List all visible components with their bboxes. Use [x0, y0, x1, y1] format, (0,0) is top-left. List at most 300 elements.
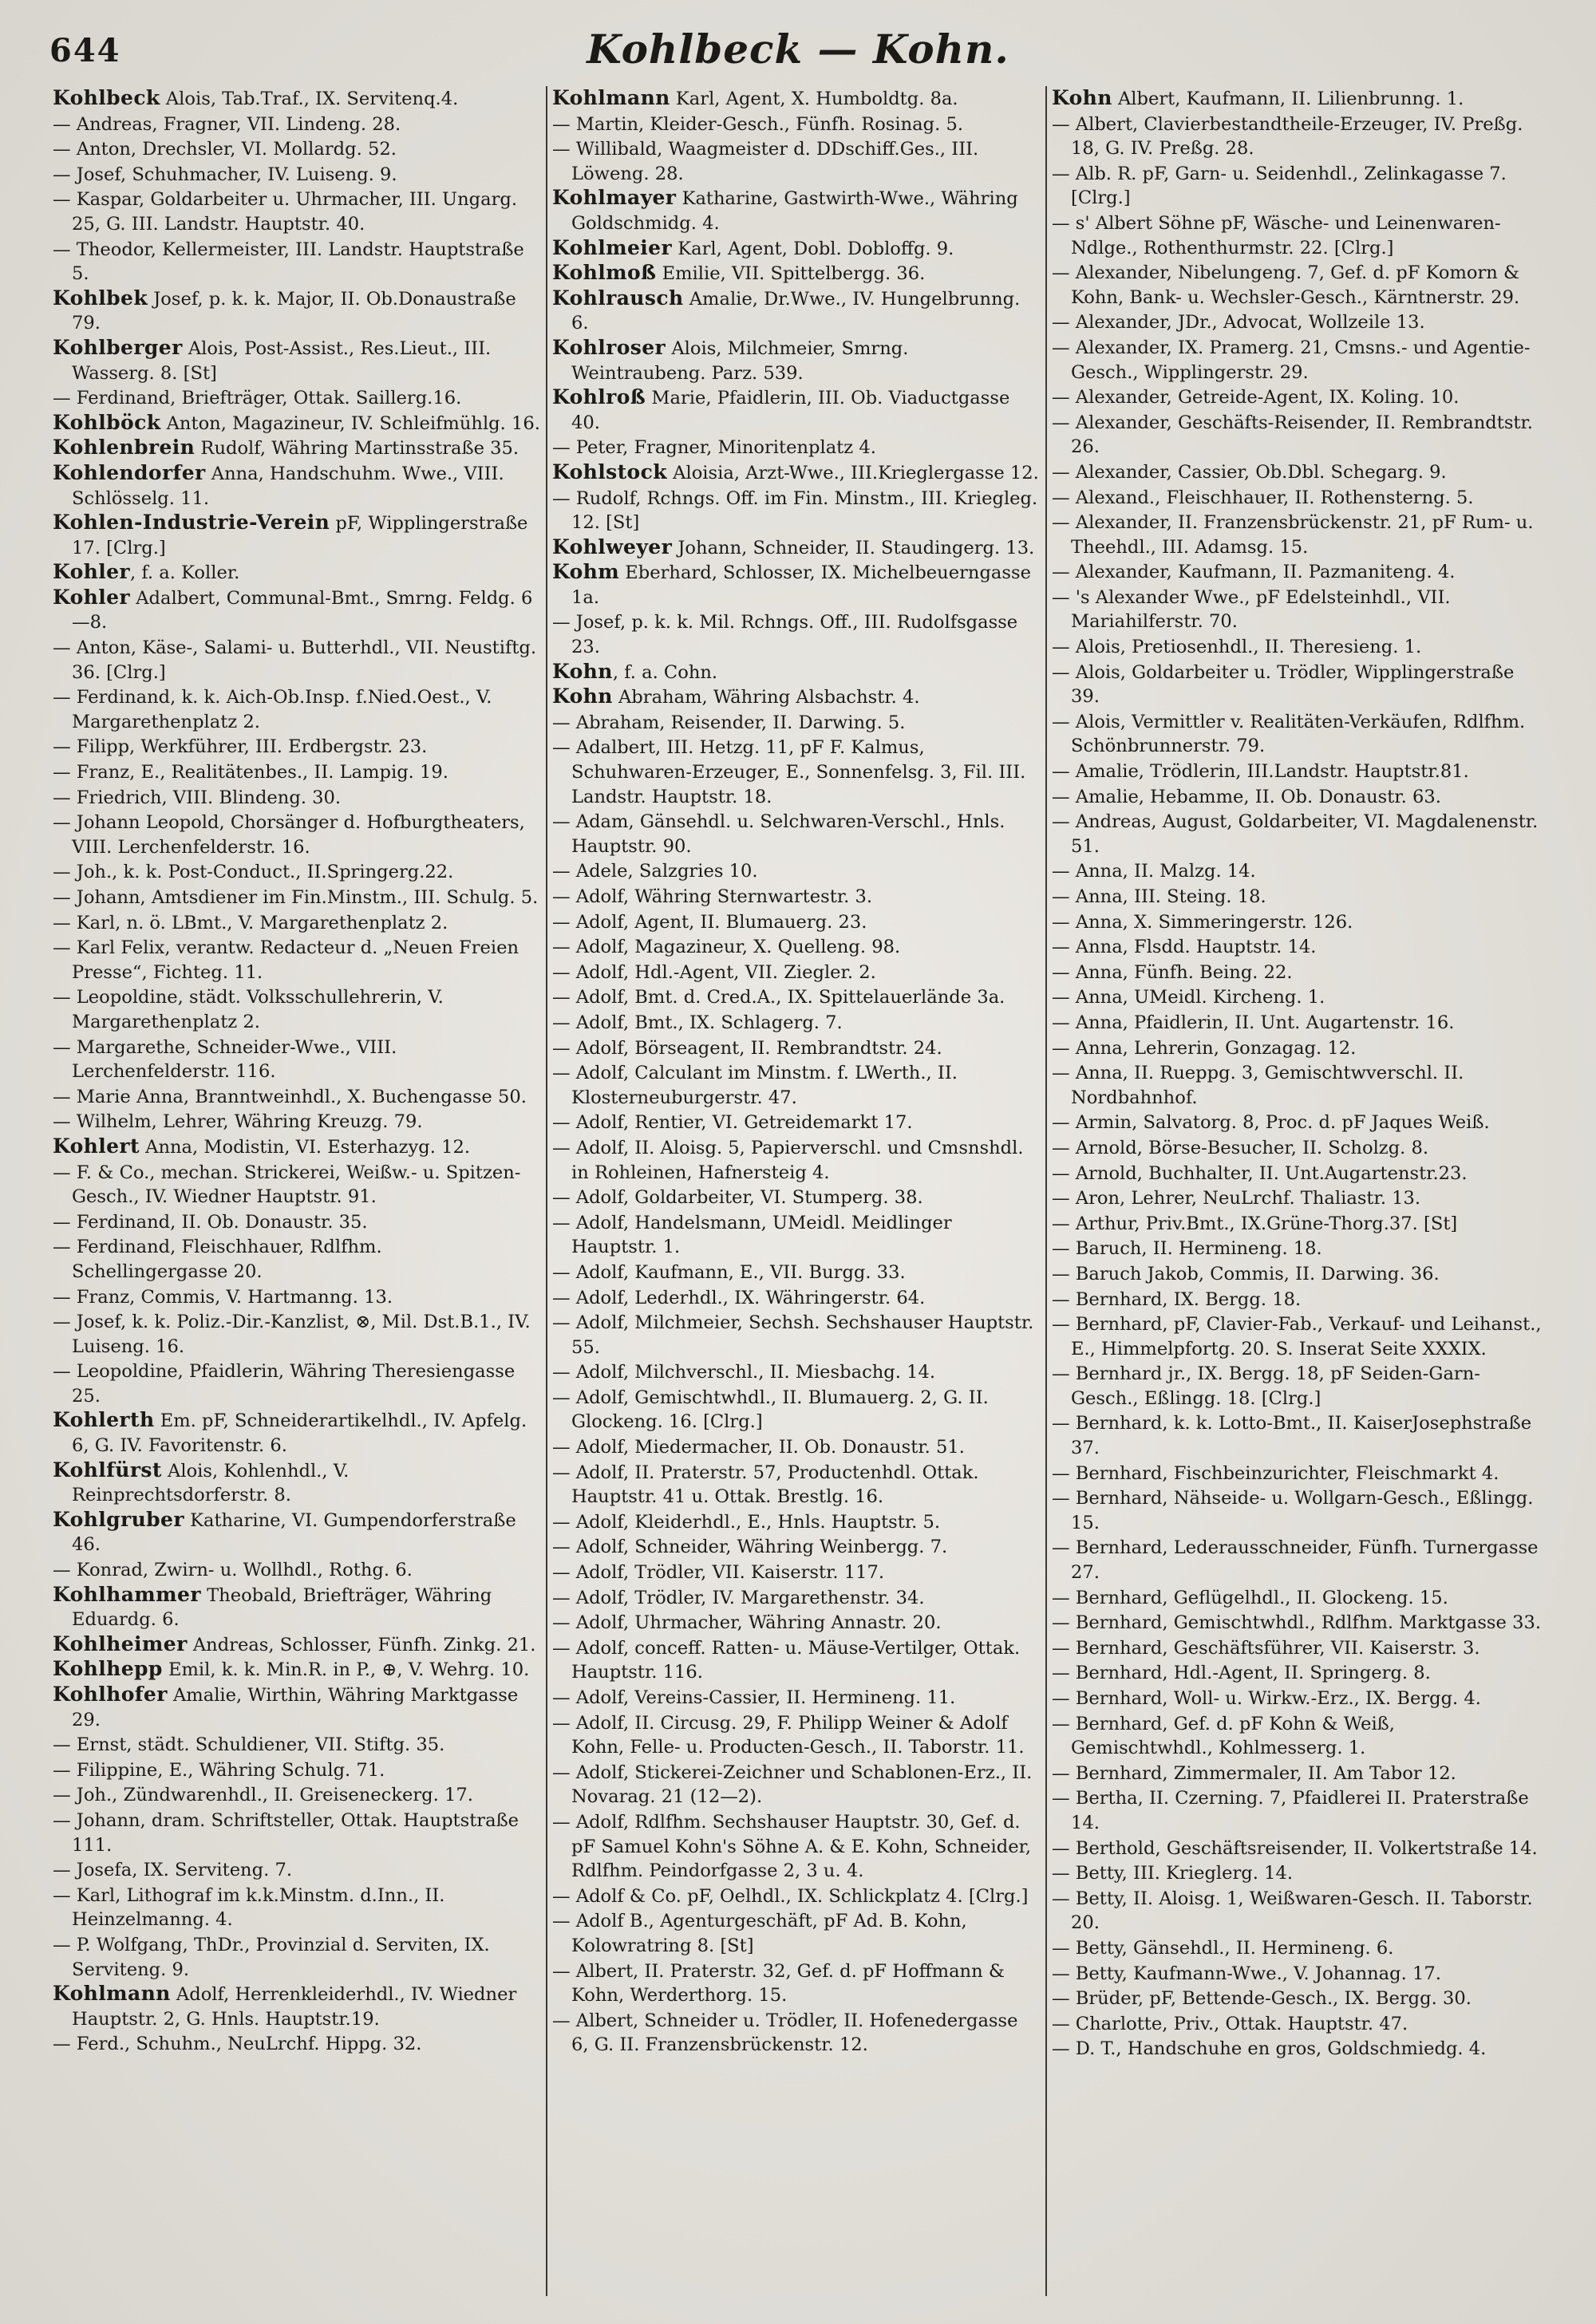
entry-text: — Betty, II. Aloisg. 1, Weißwaren-Gesch. II. Taborstr. 20. — [1052, 1888, 1533, 1934]
entry-text: — Adolf, II. Circusg. 29, F. Philipp Weiner & Adolf Kohn, Felle- u. Producten-Gesch., II. Taborstr. 11. — [552, 1712, 1025, 1758]
directory-entry — [552, 1908, 1041, 1958]
entry-text: — Andreas, August, Goldarbeiter, VI. Magdalenenstr. 51. — [1052, 811, 1539, 857]
entry-text: — Wilhelm, Lehrer, Währing Kreuzg. 79. — [53, 1111, 423, 1133]
entry-surname: Kohn — [552, 685, 613, 708]
directory-entry — [552, 1260, 1041, 1285]
directory-entry — [1052, 310, 1542, 335]
entry-text: Josef, p. k. k. Major, II. Ob.Donaustraße 79. — [72, 288, 516, 334]
entry-text: — Filipp, Werkführer, III. Erdbergstr. 23. — [53, 736, 428, 758]
directory-entry — [552, 1685, 1041, 1710]
directory-entry — [552, 1884, 1041, 1909]
entry-text: — Arnold, Buchhalter, II. Unt.Augartenstr.23. — [1052, 1162, 1468, 1184]
entry-text: — Albert, Schneider u. Trödler, II. Hofenedergasse 6, G. II. Franzensbrückenstr. 12. — [552, 2010, 1018, 2056]
entry-text: Em. pF, Schneiderartikelhdl., IV. Apfelg. 6, G. IV. Favoritenstr. 6. — [72, 1411, 527, 1457]
entry-text: — Josef, Schuhmacher, IV. Luiseng. 9. — [53, 164, 397, 185]
entry-surname: Kohlhammer — [53, 1582, 201, 1606]
directory-entry — [1052, 1135, 1542, 1161]
entry-text: — Adolf, II. Praterstr. 57, Productenhdl. Ottak. Hauptstr. 41 u. Ottak. Brestlg. 16. — [552, 1462, 979, 1508]
directory-entry — [552, 909, 1041, 935]
directory-entry — [53, 436, 541, 461]
entry-text: — Aron, Lehrer, NeuLrchf. Thaliastr. 13. — [1052, 1188, 1421, 1209]
entry-surname: Kohlmoß — [552, 261, 657, 285]
directory-entry — [552, 685, 1041, 710]
entry-text: — Adolf, Bmt. d. Cred.A., IX. Spittelauerlände 3a. — [552, 987, 1005, 1008]
entry-text: — Anna, II. Malzg. 14. — [1052, 861, 1256, 882]
entry-text: — Andreas, Fragner, VII. Lindeng. 28. — [53, 113, 401, 135]
entry-text: — Martin, Kleider-Gesch., Fünfh. Rosinag. 5. — [552, 113, 964, 135]
directory-entry — [1052, 260, 1542, 310]
entry-surname: Kohlstock — [552, 460, 667, 483]
entry-text: — Anna, UMeidl. Kircheng. 1. — [1052, 987, 1325, 1008]
directory-entry — [1052, 1986, 1542, 2011]
directory-entry — [552, 610, 1041, 659]
entry-text: — Bernhard, pF, Clavier-Fab., Verkauf- und Leihanst., E., Himmelpfortg. 20. S. Inserat Seite XXXIX. — [1052, 1314, 1542, 1359]
directory-entry — [53, 885, 541, 910]
entry-text: — Johann Leopold, Chorsänger d. Hofburgtheaters, VIII. Lerchenfelderstr. 16. — [53, 812, 525, 858]
entry-text: Alois, Kohlenhdl., V. Reinprechtsdorferstr. 8. — [72, 1460, 350, 1506]
entry-text: — Amalie, Hebamme, II. Ob. Donaustr. 63. — [1052, 786, 1441, 807]
entry-text: — Peter, Fragner, Minoritenplatz 4. — [552, 437, 876, 459]
directory-entry — [1052, 1312, 1542, 1361]
directory-entry — [53, 1557, 541, 1583]
entry-text: — Josef, p. k. k. Mil. Rchngs. Off., III. Rudolfsgasse 23. — [552, 612, 1018, 658]
entry-text: — Adolf, Währing Sternwartestr. 3. — [552, 886, 873, 907]
directory-entry — [53, 1084, 541, 1110]
entry-text: — Bernhard, Hdl.-Agent, II. Springerg. 8. — [1052, 1663, 1431, 1684]
directory-entry — [1052, 2036, 1542, 2062]
entry-text: Karl, Agent, Dobl. Dobloffg. 9. — [672, 238, 954, 259]
directory-entry — [552, 960, 1041, 985]
directory-entry — [1052, 112, 1542, 161]
directory-entry — [53, 1857, 541, 1883]
entry-surname: Kohlrausch — [552, 286, 684, 310]
directory-entry — [1052, 1186, 1542, 1211]
entry-text: — Alois, Vermittler v. Realitäten-Verkäufen, Rdlfhm. Schönbrunnerstr. 79. — [1052, 711, 1526, 757]
directory-entry — [53, 734, 541, 760]
entry-text: Emil, k. k. Min.R. in P., ⊕, V. Wehrg. 10. — [162, 1659, 530, 1681]
directory-entry — [1052, 1161, 1542, 1186]
directory-entry — [552, 858, 1041, 884]
entry-text: — Alexander, Geschäfts-Reisender, II. Rembrandtstr. 26. — [1052, 412, 1533, 458]
entry-text: — Bernhard, Nähseide- u. Wollgarn-Gesch., Eßlingg. 15. — [1052, 1488, 1534, 1533]
directory-entry — [1052, 1711, 1542, 1761]
entry-surname: Kohlböck — [53, 410, 161, 434]
entry-text: — Karl Felix, verantw. Redacteur d. „Neuen Freien Presse“, Fichteg. 11. — [53, 937, 519, 983]
entry-text: — Johann, Amtsdiener im Fin.Minstm., III. Schulg. 5. — [53, 887, 539, 908]
directory-entry — [1052, 858, 1542, 884]
directory-entry — [53, 511, 541, 560]
directory-entry — [53, 1359, 541, 1408]
entry-text: — Adolf B., Agenturgeschäft, pF Ad. B. Kohn, Kolowratring 8. [St] — [552, 1911, 967, 1956]
entry-text: Anna, Modistin, VI. Esterhazyg. 12. — [139, 1136, 471, 1158]
directory-entry — [552, 934, 1041, 960]
directory-entry — [1052, 385, 1542, 410]
entry-text: — Adolf, Agent, II. Blumauerg. 23. — [552, 911, 867, 933]
directory-entry — [53, 2031, 541, 2057]
entry-text: Emilie, VII. Spittelbergg. 36. — [656, 263, 926, 285]
directory-entry — [1052, 1761, 1542, 1786]
entry-surname: Kohlheimer — [53, 1632, 188, 1655]
entry-text: — Alois, Pretiosenhdl., II. Theresieng. 1. — [1052, 637, 1422, 658]
entry-text: — Anna, X. Simmeringerstr. 126. — [1052, 911, 1353, 933]
directory-entry — [1052, 1585, 1542, 1611]
directory-entry — [53, 1408, 541, 1458]
entry-text: — Arnold, Börse-Besucher, II. Scholzg. 8. — [1052, 1137, 1429, 1158]
directory-entry — [1052, 1610, 1542, 1635]
directory-entry — [53, 187, 541, 236]
entry-surname: Kohlweyer — [552, 535, 673, 558]
directory-entry — [1052, 759, 1542, 784]
directory-entry — [552, 1959, 1041, 2008]
entry-surname: Kohlroser — [552, 335, 666, 359]
directory-entry — [53, 685, 541, 734]
column-2 — [547, 86, 1047, 2296]
directory-entry — [53, 1134, 541, 1160]
directory-entry — [1052, 1785, 1542, 1835]
entry-surname: Kohlmeier — [552, 235, 673, 259]
directory-entry — [1052, 1110, 1542, 1135]
entry-text: — Adolf, Kleiderhdl., E., Hnls. Hauptstr. 5. — [552, 1511, 941, 1533]
entry-surname: Kohlert — [53, 1134, 140, 1158]
directory-entry — [53, 1035, 541, 1084]
directory-entry — [552, 660, 1041, 685]
entry-text: — Bernhard jr., IX. Bergg. 18, pF Seiden-Garn-Gesch., Eßlingg. 18. [Clrg.] — [1052, 1363, 1480, 1409]
entry-text: — Adolf, Magazineur, X. Quelleng. 98. — [552, 937, 901, 958]
entry-surname: Kohlfürst — [53, 1458, 162, 1482]
entry-text: — Adolf, Handelsmann, UMeidl. Meidlinger Hauptstr. 1. — [552, 1212, 952, 1258]
entry-text: , f. a. Koller. — [130, 562, 240, 584]
directory-entry — [552, 435, 1041, 460]
directory-entry — [1052, 709, 1542, 759]
entry-text: — Amalie, Trödlerin, III.Landstr. Hauptstr.81. — [1052, 761, 1469, 783]
directory-entry — [552, 2008, 1041, 2058]
directory-entry — [1052, 1635, 1542, 1661]
directory-entry — [53, 1883, 541, 1932]
entry-text: Katharine, VI. Gumpendorferstraße 46. — [72, 1509, 516, 1556]
directory-entry — [552, 1185, 1041, 1210]
entry-text: — Adolf, Goldarbeiter, VI. Stumperg. 38. — [552, 1187, 923, 1209]
directory-entry — [53, 859, 541, 885]
directory-entry — [552, 735, 1041, 809]
directory-entry — [1052, 335, 1542, 385]
directory-entry — [552, 1809, 1041, 1884]
entry-text: — Adolf, Miedermacher, II. Ob. Donaustr. 51. — [552, 1437, 965, 1458]
entry-text: — Adolf, Rdlfhm. Sechshauser Hauptstr. 30, Gef. d. pF Samuel Kohn's Söhne A. & E. Kohn, Schneider, Rdlfhm. Peindorfgasse 2, 3 u. 4. — [552, 1811, 1032, 1882]
directory-entry — [1052, 1361, 1542, 1411]
entry-text: — Margarethe, Schneider-Wwe., VIII. Lerchenfelderstr. 116. — [53, 1036, 397, 1083]
entry-text: — Adolf, Calculant im Minstm. f. LWerth., II. Klosterneuburgerstr. 47. — [552, 1063, 958, 1108]
directory-entry — [53, 1932, 541, 1982]
entry-text: , f. a. Cohn. — [612, 661, 718, 683]
directory-entry — [552, 1060, 1041, 1110]
directory-entry — [1052, 485, 1542, 511]
entry-text: — Rudolf, Rchngs. Off. im Fin. Minstm., III. Kriegleg. 12. [St] — [552, 487, 1038, 534]
directory-entry — [53, 237, 541, 286]
entry-text: Alois, Tab.Traf., IX. Servitenq.4. — [160, 89, 459, 109]
directory-entry — [552, 1110, 1041, 1135]
directory-entry — [1052, 1261, 1542, 1287]
page-header — [49, 26, 1547, 81]
entry-text: — Charlotte, Priv., Ottak. Hauptstr. 47. — [1052, 2013, 1408, 2034]
entry-text: — Bernhard, Zimmermaler, II. Am Tabor 12. — [1052, 1762, 1456, 1784]
entry-text: — Berthold, Geschäftsreisender, II. Volkertstraße 14. — [1052, 1837, 1538, 1859]
entry-surname: Kohlhepp — [53, 1657, 163, 1681]
directory-entry — [552, 460, 1041, 486]
directory-entry — [53, 635, 541, 685]
entry-surname: Kohn — [552, 659, 613, 683]
directory-entry — [552, 1359, 1041, 1385]
directory-entry — [1052, 1060, 1542, 1110]
entry-text: — P. Wolfgang, ThDr., Provinzial d. Serviten, IX. Serviteng. 9. — [53, 1934, 490, 1980]
entry-surname: Kohlberger — [53, 335, 183, 359]
entry-text: — Anton, Drechsler, VI. Mollardg. 52. — [53, 139, 397, 160]
columns — [48, 86, 1548, 2296]
entry-text: — Adolf, Bmt., IX. Schlagerg. 7. — [552, 1012, 843, 1033]
directory-entry — [1052, 1686, 1542, 1711]
entry-text: — Bernhard, Gef. d. pF Kohn & Weiß, Gemischtwhdl., Kohlmesserg. 1. — [1052, 1713, 1395, 1759]
directory-entry — [53, 1458, 541, 1508]
entry-text: — Adolf, Schneider, Währing Weinbergg. 7. — [552, 1537, 948, 1558]
running-title: Kohlbeck — Kohn. — [587, 26, 1009, 73]
directory-entry — [53, 560, 541, 586]
directory-entry — [1052, 660, 1542, 709]
directory-entry — [53, 112, 541, 137]
directory-entry — [53, 1309, 541, 1359]
directory-entry — [53, 910, 541, 936]
entry-text: — Anna, Fünfh. Being. 22. — [1052, 961, 1293, 983]
entry-surname: Kohlenbrein — [53, 436, 196, 460]
entry-text: — Armin, Salvatorg. 8, Proc. d. pF Jaques Weiß. — [1052, 1112, 1490, 1134]
entry-text: — Josefa, IX. Serviteng. 7. — [53, 1860, 292, 1881]
entry-text: Abraham, Währing Alsbachstr. 4. — [612, 687, 920, 708]
directory-entry — [1052, 1010, 1542, 1036]
directory-entry — [1052, 460, 1542, 485]
directory-entry — [552, 1285, 1041, 1311]
entry-text: — Bernhard, IX. Bergg. 18. — [1052, 1288, 1302, 1310]
directory-entry — [552, 186, 1041, 235]
directory-entry — [53, 935, 541, 984]
entry-text: — Ferd., Schuhm., NeuLrchf. Hippg. 32. — [53, 2034, 422, 2055]
entry-text: — Anna, Lehrerin, Gonzagag. 12. — [1052, 1037, 1357, 1059]
directory-entry — [552, 1036, 1041, 1061]
directory-entry — [552, 136, 1041, 186]
entry-text: — Ferdinand, Briefträger, Ottak. Saillerg.16. — [53, 388, 462, 409]
directory-entry — [1052, 86, 1542, 112]
directory-entry — [53, 1109, 541, 1134]
directory-entry — [1052, 1836, 1542, 1861]
entry-text: Alois, Milchmeier, Smrng. Weintraubeng. Parz. 539. — [571, 337, 909, 384]
entry-text: — Bernhard, Gemischtwhdl., Rdlfhm. Marktgasse 33. — [1052, 1612, 1542, 1634]
entry-text: — Baruch, II. Hermineng. 18. — [1052, 1238, 1322, 1260]
directory-entry — [53, 1982, 541, 2031]
entry-text: — Adolf, Hdl.-Agent, VII. Ziegler. 2. — [552, 961, 876, 983]
entry-text: — Bernhard, Woll- u. Wirkw.-Erz., IX. Bergg. 4. — [1052, 1688, 1481, 1709]
entry-text: Adolf, Herrenkleiderhdl., IV. Wiedner Hauptstr. 2, G. Hnls. Hauptstr.19. — [72, 1984, 517, 2030]
entry-text: — Franz, Commis, V. Hartmanng. 13. — [53, 1286, 393, 1308]
entry-text: — Johann, dram. Schriftsteller, Ottak. Hauptstraße 111. — [53, 1809, 519, 1856]
directory-entry — [53, 1284, 541, 1310]
directory-entry — [1052, 161, 1542, 211]
entry-text: — Konrad, Zwirn- u. Wollhdl., Rothg. 6. — [53, 1560, 413, 1581]
entry-text: Adalbert, Communal-Bmt., Smrng. Feldg. 6—8. — [72, 587, 533, 633]
directory-entry — [53, 162, 541, 187]
entry-text: — Bertha, II. Czerning. 7, Pfaidlerei II. Praterstraße 14. — [1052, 1788, 1529, 1833]
entry-text: — Betty, III. Krieglerg. 14. — [1052, 1863, 1294, 1884]
entry-text: — Alexander, Nibelungeng. 7, Gef. d. pF Komorn & Kohn, Bank- u. Wechsler-Gesch., Kärntnerstr. 29. — [1052, 262, 1520, 308]
entry-surname: Kohler — [53, 585, 131, 609]
entry-text: — Adolf, II. Aloisg. 5, Papierverschl. und Cmsnshdl. in Rohleinen, Hafnersteig 4. — [552, 1137, 1024, 1183]
directory-entry — [552, 1585, 1041, 1611]
entry-surname: Kohlgruber — [53, 1507, 184, 1531]
entry-text: — Ferdinand, k. k. Aich-Ob.Insp. f.Nied.Oest., V. Margarethenplatz 2. — [53, 687, 492, 732]
entry-text: — Anton, Käse-, Salami- u. Butterhdl., VII. Neustiftg. 36. [Clrg.] — [53, 637, 537, 683]
entry-text: — Adele, Salzgries 10. — [552, 861, 758, 882]
directory-entry — [53, 760, 541, 785]
entry-text: — Adolf, Kaufmann, E., VII. Burgg. 33. — [552, 1261, 906, 1283]
entry-surname: Kohler — [53, 560, 131, 584]
directory-entry — [1052, 884, 1542, 909]
entry-text: Johann, Schneider, II. Staudingerg. 13. — [672, 537, 1035, 558]
entry-surname: Kohlmayer — [552, 186, 677, 210]
directory-entry — [1052, 510, 1542, 559]
directory-entry — [552, 1610, 1041, 1635]
entry-text: — Alexander, II. Franzensbrückenstr. 21, pF Rum- u. Theehdl., III. Adamsg. 15. — [1052, 512, 1534, 558]
entry-text: — Alexander, JDr., Advocat, Wollzeile 13. — [1052, 312, 1425, 333]
entry-text: — Bernhard, Geschäftsführer, VII. Kaiserstr. 3. — [1052, 1637, 1480, 1659]
directory-entry — [53, 1782, 541, 1808]
directory-entry — [552, 1710, 1041, 1760]
entry-text: — Alb. R. pF, Garn- u. Seidenhdl., Zelinkagasse 7. [Clrg.] — [1052, 163, 1507, 209]
directory-entry — [552, 336, 1041, 385]
directory-entry — [1052, 1236, 1542, 1261]
directory-entry — [552, 809, 1041, 858]
entry-text: — Adolf, Stickerei-Zeichner und Schablonen-Erz., II. Novarag. 21 (12—2). — [552, 1762, 1033, 1808]
directory-entry — [552, 286, 1041, 336]
entry-text: — Bernhard, Lederausschneider, Fünfh. Turnergasse 27. — [1052, 1537, 1539, 1584]
entry-text: — Adolf, Uhrmacher, Währing Annastr. 20. — [552, 1612, 942, 1634]
entry-text: — Joh., k. k. Post-Conduct., II.Springerg.22. — [53, 862, 454, 883]
directory-entry — [53, 810, 541, 859]
directory-entry — [1052, 410, 1542, 460]
entry-text: — Karl, n. ö. LBmt., V. Margarethenplatz 2. — [53, 912, 448, 933]
directory-entry — [1052, 211, 1542, 260]
directory-entry — [1052, 1036, 1542, 1061]
entry-text: — Betty, Kaufmann-Wwe., V. Johannag. 17. — [1052, 1963, 1441, 1984]
directory-entry — [552, 1560, 1041, 1585]
directory-entry — [1052, 1935, 1542, 1961]
directory-entry — [552, 486, 1041, 535]
directory-entry — [1052, 934, 1542, 960]
entry-text: — Albert, II. Praterstr. 32, Gef. d. pF Hoffmann & Kohn, Werderthorg. 15. — [552, 1960, 1005, 2006]
entry-surname: Kohlhofer — [53, 1683, 168, 1706]
column-1 — [48, 86, 547, 2296]
directory-entry — [552, 560, 1041, 610]
entry-text: — Karl, Lithograf im k.k.Minstm. d.Inn., II. Heinzelmanng. 4. — [53, 1884, 445, 1931]
directory-entry — [1052, 1660, 1542, 1686]
entry-text: — Adolf, Trödler, IV. Margarethenstr. 34. — [552, 1587, 925, 1608]
entry-text: — s' Albert Söhne pF, Wäsche- und Leinenwaren-Ndlge., Rothenthurmstr. 22. [Clrg.] — [1052, 212, 1501, 258]
directory-entry — [552, 710, 1041, 736]
directory-entry — [53, 1160, 541, 1209]
entry-text: Anna, Handschuhm. Wwe., VIII. Schlösselg. 11. — [72, 463, 504, 509]
directory-entry — [53, 586, 541, 635]
directory-entry — [552, 1460, 1041, 1509]
entry-text: — Joh., Zündwarenhdl., II. Greiseneckerg. 17. — [53, 1785, 473, 1806]
directory-entry — [53, 984, 541, 1034]
directory-entry — [53, 1632, 541, 1658]
directory-entry — [552, 261, 1041, 286]
entry-surname: Kohlbeck — [53, 86, 160, 109]
directory-entry — [552, 1760, 1041, 1809]
directory-entry — [1052, 909, 1542, 935]
entry-text: Amalie, Dr.Wwe., IV. Hungelbrunng. 6. — [571, 288, 1021, 334]
entry-text: Anton, Magazineur, IV. Schleifmühlg. 16. — [160, 412, 540, 434]
entry-text: — Friedrich, VIII. Blindeng. 30. — [53, 787, 342, 808]
entry-text: — Adolf, Rentier, VI. Getreidemarkt 17. — [552, 1112, 913, 1134]
entry-text: — Albert, Clavierbestandtheile-Erzeuger, IV. Preßg. 18, G. IV. Preßg. 28. — [1052, 113, 1523, 160]
directory-entry — [53, 1808, 541, 1857]
directory-entry — [1052, 1287, 1542, 1312]
directory-entry — [1052, 784, 1542, 810]
entry-text: — Anna, II. Rueppg. 3, Gemischtwverschl. II. Nordbahnhof. — [1052, 1063, 1464, 1108]
directory-entry — [53, 136, 541, 162]
directory-entry — [1052, 559, 1542, 585]
entry-text: — Marie Anna, Branntweinhdl., X. Buchengasse 50. — [53, 1086, 527, 1107]
entry-text: — Kaspar, Goldarbeiter u. Uhrmacher, III. Ungarg. 25, G. III. Landstr. Hauptstr. 40. — [53, 189, 518, 235]
directory-entry — [1052, 1411, 1542, 1460]
entry-text: — Alexander, Getreide-Agent, IX. Koling. 10. — [1052, 387, 1460, 408]
entry-text: — Adolf & Co. pF, Oelhdl., IX. Schlickplatz 4. [Clrg.] — [552, 1885, 1029, 1907]
entry-surname: Kohlerth — [53, 1408, 155, 1432]
directory-entry — [1052, 809, 1542, 858]
directory-entry — [53, 1209, 541, 1235]
entry-surname: Kohlroß — [552, 385, 646, 409]
entry-text: Rudolf, Währing Martinsstraße 35. — [195, 438, 519, 460]
directory-entry — [552, 1385, 1041, 1434]
directory-entry — [1052, 1961, 1542, 1987]
directory-entry — [552, 1534, 1041, 1560]
directory-entry — [1052, 634, 1542, 660]
entry-surname: Kohlendorfer — [53, 460, 206, 484]
directory-entry — [552, 535, 1041, 561]
directory-entry — [53, 1508, 541, 1557]
entry-surname: Kohm — [552, 560, 620, 584]
entry-text: — Adolf, Milchmeier, Sechsh. Sechshauser Hauptstr. 55. — [552, 1312, 1034, 1358]
directory-entry — [552, 1135, 1041, 1185]
directory-entry — [552, 884, 1041, 909]
entry-text: — 's Alexander Wwe., pF Edelsteinhdl., VII. Mariahilferstr. 70. — [1052, 586, 1451, 633]
entry-surname: Kohlbek — [53, 286, 148, 310]
entry-text: — Brüder, pF, Bettende-Gesch., IX. Bergg. 30. — [1052, 1988, 1472, 2010]
entry-text: — Alois, Goldarbeiter u. Trödler, Wipplingerstraße 39. — [1052, 661, 1515, 708]
entry-text: — Adolf, Gemischtwhdl., II. Blumauerg. 2, G. II. Glockeng. 16. [Clrg.] — [552, 1387, 989, 1433]
directory-entry — [53, 385, 541, 411]
entry-text: — Filippine, E., Währing Schulg. 71. — [53, 1759, 385, 1781]
directory-entry — [1052, 960, 1542, 985]
directory-entry — [552, 112, 1041, 137]
directory-entry — [53, 1758, 541, 1783]
directory-entry — [1052, 1886, 1542, 1935]
entry-text: — F. & Co., mechan. Strickerei, Weißw.- u. Spitzen-Gesch., IV. Wiedner Hauptstr. 91. — [53, 1162, 521, 1208]
directory-entry — [53, 86, 541, 112]
entry-surname: Kohlen-Industrie-Verein — [53, 511, 330, 535]
directory-entry — [1052, 1486, 1542, 1535]
entry-text: — Adolf, conceff. Ratten- u. Mäuse-Vertilger, Ottak. Hauptstr. 116. — [552, 1637, 1021, 1683]
directory-entry — [552, 984, 1041, 1010]
directory-entry — [1052, 1535, 1542, 1584]
entry-text: — Adolf, Milchverschl., II. Miesbachg. 14. — [552, 1362, 936, 1383]
entry-text: — Anna, Flsdd. Hauptstr. 14. — [1052, 937, 1317, 958]
